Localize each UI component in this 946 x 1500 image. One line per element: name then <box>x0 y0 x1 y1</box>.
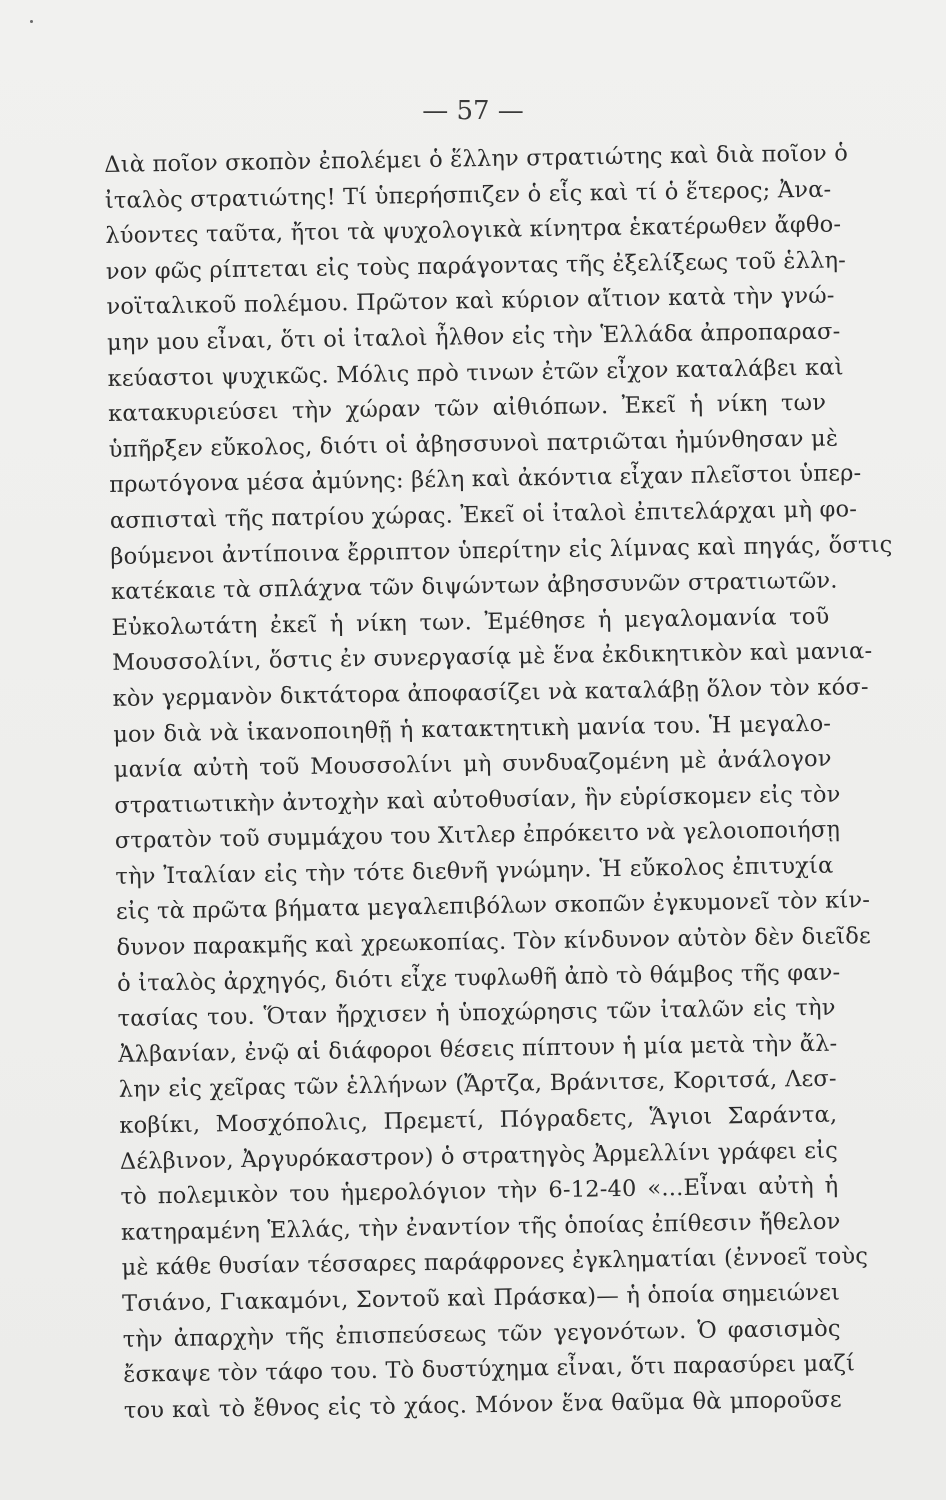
text-line: μην μου εἶναι, ὅτι οἱ ἰταλοὶ ἦλθον εἰς τὴν Ἑλλάδα ἀπροπαρασ- <box>106 318 841 356</box>
text-line: ἰταλὸς στρατιώτης! Τί ὑπερήσπιζεν ὁ εἷς καὶ τί ὁ ἕτερος; Ἀνα- <box>104 176 832 214</box>
text-line: εἰς τὰ πρῶτα βήματα μεγαλεπιβόλων σκοπῶν ἐγκυμονεῖ τὸν κίν- <box>115 887 871 926</box>
text-line: βούμενοι ἀντίποινα ἔρριπτον ὑπερίτην εἰς λίμνας καὶ πηγάς, ὅστις <box>110 531 893 570</box>
text-line: τὸ πολεμικὸν του ἡμερολόγιον τὴν 6-12-40 «...Εἶναι αὐτὴ ἡ <box>120 1172 839 1211</box>
text-line: Δέλβινον, Ἀργυρόκαστρον) ὁ στρατηγὸς Ἀρμελλίνι γράφει εἰς <box>119 1137 839 1175</box>
text-line: Διὰ ποῖον σκοπὸν ἐπολέμει ὁ ἕλλην στρατιώτης καὶ διὰ ποῖον ὁ <box>104 140 849 178</box>
page-speck <box>30 20 33 23</box>
text-line: τασίας του. Ὅταν ἤρχισεν ἡ ὑποχώρησις τῶν ἰταλῶν εἰς τὴν <box>117 994 836 1033</box>
text-line: κατακυριεύσει τὴν χώραν τῶν αἰθιόπων. Ἐκεῖ ἡ νίκη των <box>107 389 827 428</box>
text-line: του καὶ τὸ ἔθνος εἰς τὸ χάος. Μόνον ἕνα θαῦμα θὰ μποροῦσε <box>123 1386 842 1424</box>
page-number: — 57 — <box>422 96 524 126</box>
text-line: ὑπῆρξεν εὔκολος, διότι οἱ ἀβησσυνοὶ πατριῶται ἠμύνθησαν μὲ <box>108 425 839 463</box>
text-line: κατέκαιε τὰ σπλάχνα τῶν διψώντων ἀβησσυνῶν στρατιωτῶν. <box>110 567 838 606</box>
text-line: κὸν γερμανὸν δικτάτορα ἀποφασίζει νὰ καταλάβῃ ὅλον τὸν κόσ- <box>112 673 869 712</box>
text-line: λην εἰς χεῖρας τῶν ἑλλήνων (Ἄρτζα, Βράνιτσε, Κοριτσά, Λεσ- <box>118 1066 837 1104</box>
text-line: Εὐκολωτάτη ἐκεῖ ἡ νίκη των. Ἐμέθησε ἡ μεγαλομανία τοῦ <box>111 603 830 641</box>
text-line: κατηραμένη Ἑλλάς, τὴν ἐναντίον τῆς ὁποίας ἐπίθεσιν ἤθελον <box>120 1208 841 1246</box>
text-line: κεύαστοι ψυχικῶς. Μόλις πρὸ τινων ἐτῶν εἶχον καταλάβει καὶ <box>107 353 844 392</box>
body-text <box>104 137 893 1429</box>
text-line: μανία αὐτὴ τοῦ Μουσσολίνι μὴ συνδυαζομένη μὲ ἀνάλογον <box>113 745 832 784</box>
text-line: ασπισταὶ τῆς πατρίου χώρας. Ἐκεῖ οἱ ἰταλοὶ ἐπιτελάρχαι μὴ φο- <box>109 496 858 534</box>
text-line: μὲ κάθε θυσίαν τέσσαρες παράφρονες ἐγκληματίαι (ἐννοεῖ τοὺς <box>121 1243 869 1282</box>
text-line: ἔσκαψε τὸν τάφο του. Τὸ δυστύχημα εἶναι, ὅτι παρασύρει μαζί <box>123 1350 856 1389</box>
text-line: δυνον παρακμῆς καὶ χρεωκοπίας. Τὸν κίνδυνον αὐτὸν δὲν διεῖδε <box>116 923 872 961</box>
text-line: νον φῶς ρίπτεται εἰς τοὺς παράγοντας τῆς ἐξελίξεως τοῦ ἑλλη- <box>105 247 847 285</box>
text-line: τὴν Ἰταλίαν εἰς τὴν τότε διεθνῆ γνώμην. Ἡ εὔκολος ἐπιτυχία <box>115 852 834 890</box>
text-line: λύοντες ταῦτα, ἤτοι τὰ ψυχολογικὰ κίνητρα ἑκατέρωθεν ἄφθο- <box>105 211 842 250</box>
text-line: Τσιάνο, Γιακαμόνι, Σοντοῦ καὶ Πράσκα)— ἡ ὁποία σημειώνει <box>121 1279 841 1317</box>
text-line: τὴν ἀπαρχὴν τῆς ἐπισπεύσεως τῶν γεγονότων. Ὁ φασισμὸς <box>122 1315 841 1353</box>
text-line: πρωτόγονα μέσα ἀμύνης: βέλη καὶ ἀκόντια εἶχαν πλεῖστοι ὑπερ- <box>109 460 862 499</box>
text-line: στρατιωτικὴν ἀντοχὴν καὶ αὐτοθυσίαν, ἣν εὑρίσκομεν εἰς τὸν <box>114 781 841 819</box>
text-line: Μουσσολίνι, ὅστις ἐν συνεργασίᾳ μὲ ἕνα ἐκδικητικὸν καὶ μανια- <box>111 638 873 677</box>
text-line: μον διὰ νὰ ἱκανοποιηθῇ ἡ κατακτητικὴ μανία του. Ἡ μεγαλο- <box>113 710 832 748</box>
text-line: κοβίκι, Μοσχόπολις, Πρεμετί, Πόγραδετς, Ἅγιοι Σαράντα, <box>119 1101 838 1139</box>
text-line: ὁ ἰταλὸς ἀρχηγός, διότι εἶχε τυφλωθῆ ἀπὸ τὸ θάμβος τῆς φαν- <box>116 959 841 997</box>
text-line: νοϊταλικοῦ πολέμου. Πρῶτον καὶ κύριον αἴτιον κατὰ τὴν γνώ- <box>106 282 835 321</box>
text-line: Ἀλβανίαν, ἐνῷ αἱ διάφοροι θέσεις πίπτουν ἡ μία μετὰ τὴν ἄλ- <box>118 1030 838 1068</box>
text-line: στρατὸν τοῦ συμμάχου του Χιτλερ ἐπρόκειτο νὰ γελοιοποιήσῃ <box>114 816 841 855</box>
